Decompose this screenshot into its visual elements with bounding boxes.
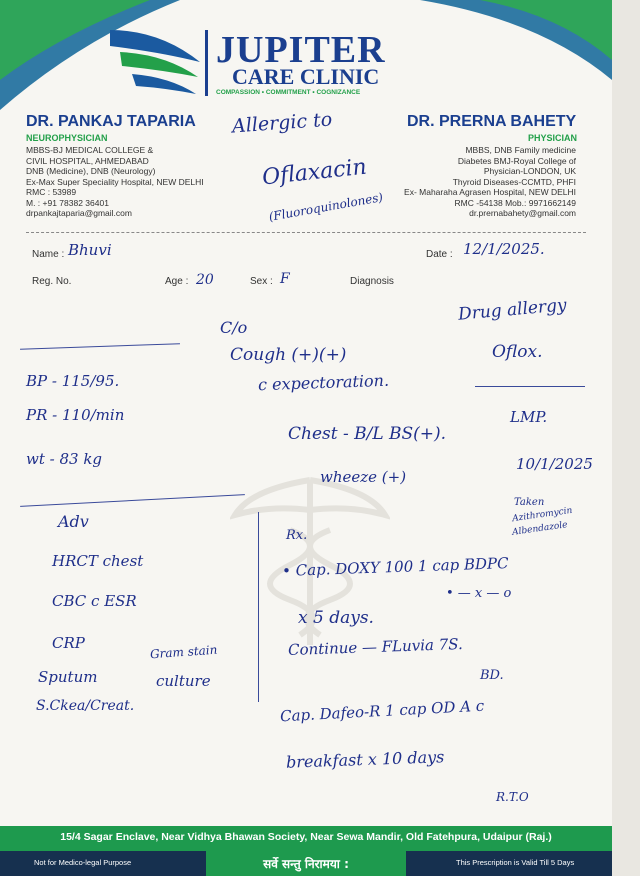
doctor-right-name: DR. PRERNA BAHETY (407, 113, 577, 130)
allergy-note-line2: Oflaxacin (260, 154, 368, 191)
rx-item-doxy-dosage: • — x — o (446, 586, 512, 601)
drug-allergy-value: Oflox. (492, 342, 543, 362)
complaint-expectoration: c expectoration. (257, 370, 390, 395)
clinic-name-line1: JUPITER (216, 29, 386, 71)
test-crp: CRP (52, 634, 85, 652)
weight-reading: wt - 83 kg (26, 450, 103, 468)
patient-age: 20 (196, 272, 214, 288)
clinic-name-line2: CARE CLINIC (232, 64, 380, 89)
age-label: Age : (165, 276, 189, 287)
rx-item-dafeo-instructions: breakfast x 10 days (285, 747, 445, 772)
date-label: Date : (426, 249, 453, 260)
complaint-cough: Cough (+)(+) (230, 345, 347, 365)
pulse-reading: PR - 110/min (26, 406, 125, 424)
rx-item-fluvia: Continue — FLuvia 7S. (287, 634, 464, 660)
lmp-date: 10/1/2025 (516, 455, 593, 473)
allergy-note-line3: (Fluoroquinolones) (267, 190, 385, 224)
sputum-gram-stain: Gram stain (149, 642, 218, 662)
doctor-left-role: NEUROPHYSICIAN (26, 133, 108, 143)
exam-wheeze: wheeze (+) (320, 468, 407, 486)
doctor-right-info: MBBS, DNB Family medicine Diabetes BMJ-Royal College of Physician-LONDON, UK Thyroid Diseases-CCMTD, PHFI Ex- Maharaha Agrasen Hospital, NEW DELHI RMC -54138 Mob.: 9971662149 dr.prernabahety@gmail.com (404, 145, 576, 218)
footer-motto: सर्वे सन्तु निरामया : (263, 857, 349, 871)
header-separator (26, 232, 586, 233)
clinic-tagline: COMPASSION • COMMITMENT • COGNIZANCE (216, 89, 361, 96)
sputum-culture: culture (156, 672, 211, 690)
footer-right-note: This Prescription is Valid Till 5 Days (456, 858, 575, 867)
taken-label: Taken (514, 497, 545, 508)
taken-drug-2: Albendazole (511, 520, 569, 538)
rx-item-fluvia-dosage: BD. (480, 668, 504, 683)
review-note: R.T.O (496, 790, 529, 804)
rx-item-doxy: • Cap. DOXY 100 1 cap BDPC (281, 554, 509, 580)
rx-item-doxy-duration: x 5 days. (298, 608, 374, 628)
drug-allergy-label: Drug allergy (457, 295, 568, 325)
advice-label: Adv (58, 512, 89, 531)
exam-chest: Chest - B/L BS(+). (288, 424, 447, 444)
test-sputum: Sputum (38, 668, 98, 686)
bp-reading: BP - 115/95. (26, 372, 120, 390)
rx-symbol: Rx. (286, 528, 308, 543)
footer-address: 15/4 Sagar Enclave, Near Vidhya Bhawan Society, Near Sewa Mandir, Old Fatehpura, Udaipur (Raj.) (60, 831, 552, 843)
patient-sex: F (280, 271, 290, 287)
allergy-underline (475, 386, 585, 387)
doctor-left-info: MBBS-BJ MEDICAL COLLEGE & CIVIL HOSPITAL, AHMEDABAD DNB (Medicine), DNB (Neurology) Ex-Max Super Speciality Hospital, NEW DELHI RMC : 53989 M. : +91 78382 36401 drpankajtaparia@gmail.com (26, 145, 204, 218)
allergy-note-line1: Allergic to (231, 108, 333, 138)
test-creatinine: S.Ckea/Creat. (36, 698, 135, 714)
vitals-top-line (20, 343, 180, 350)
patient-name: Bhuvi (68, 241, 112, 259)
test-cbc: CBC c ESR (52, 592, 137, 610)
doctor-right-role: PHYSICIAN (528, 133, 578, 143)
rx-item-dafeo: Cap. Dafeo-R 1 cap OD A c (279, 696, 485, 726)
vitals-bottom-line (20, 494, 245, 507)
doctor-left-name: DR. PANKAJ TAPARIA (26, 113, 196, 130)
co-label: C/o (220, 318, 248, 337)
diagnosis-label: Diagnosis (350, 276, 394, 287)
reg-no-label: Reg. No. (32, 276, 72, 287)
rx-divider (258, 512, 259, 702)
logo-divider (205, 30, 208, 96)
lmp-label: LMP. (510, 408, 548, 426)
footer-left-note: Not for Medico-legal Purpose (34, 858, 132, 867)
visit-date: 12/1/2025. (463, 240, 545, 258)
sex-label: Sex : (250, 276, 273, 287)
test-hrct: HRCT chest (52, 552, 144, 570)
wing-logo-icon (110, 22, 202, 102)
taken-drug-1: Azithromycin (511, 505, 573, 525)
name-label: Name : (32, 249, 65, 260)
